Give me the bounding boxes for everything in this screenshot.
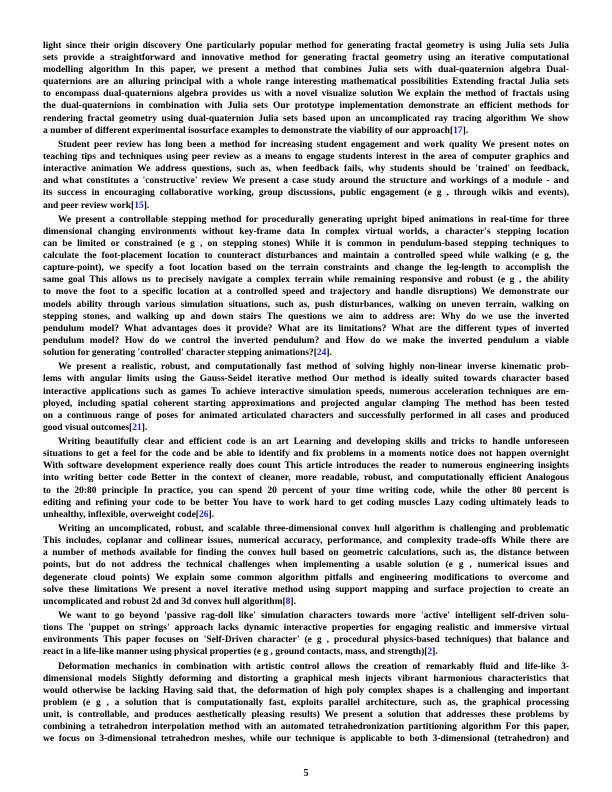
text-line: rendering fractal geometry using dual-quaternion Julia sets based upon an uncomplicated ray tracing algorithm We show: [43, 113, 569, 124]
citation-close-bracket: ].: [141, 422, 148, 433]
text-line-final: [43, 422, 569, 434]
citation-close-bracket: ].: [208, 509, 215, 520]
text-line: We present a controllable stepping method for procedurally generating upright biped animations in real-time for three: [58, 214, 569, 225]
text-line: and what constitutes a 'constructive' review We present a case study around the structure and workings of a module - and: [43, 176, 569, 187]
citation-open-bracket: [: [129, 422, 133, 433]
text-line: a number of methods available for finding the convex hull based on geometric calculations, such as, the distance between: [43, 548, 569, 559]
paragraph: [43, 610, 569, 658]
line-text: and peer review work: [43, 200, 132, 211]
text-line-final: [43, 646, 569, 658]
citation-link[interactable]: 26: [198, 509, 209, 520]
citation-open-bracket: [: [449, 125, 454, 136]
text-line: models ability through various simulation situations, such as, push disturbances, walking on uneven terrain, walking on: [43, 299, 569, 310]
text-line: With software development experience really does count This article introduces the reader to numerous engineering insights: [43, 461, 569, 472]
citation-link[interactable]: 21: [132, 422, 142, 433]
citation-open-bracket: [: [424, 647, 428, 658]
text-line: to encompass dual-quaternions algebra provides us with a novel visualize solution We explain the method of fractals using: [43, 89, 569, 100]
paragraph: [43, 661, 569, 746]
citation-link[interactable]: 24: [316, 347, 327, 358]
text-line: This includes, coplanar and collinear issues, numerical accuracy, performance, and complexity trade-offs While there are: [43, 536, 569, 547]
citation-link[interactable]: 2: [427, 647, 433, 658]
line-text: uncomplicated and robust 2d and 3d convex hull algorithm: [43, 596, 283, 607]
text-line-final: [43, 596, 569, 608]
text-line: to the 20:80 principle In practice, you can spend 20 percent of your time writing code, while the other 80 percent is: [43, 485, 569, 496]
text-line: into writing better code Better in the context of cleaner, more readable, robust, and computationally efficient Analogous: [43, 473, 569, 484]
text-line: would otherwise be lacking Having said that, the deformation of high poly complex shapes is a challenging and important: [43, 685, 569, 696]
text-line: can be limited or constrained (e g , on stepping stones) While it is common in pendulum-based stepping techniques to: [43, 239, 569, 250]
text-line: we focus on 3-dimensional tetrahedron meshes, while our technique is applicable to both 3-dimensional (tetrahedron) and: [43, 734, 569, 745]
text-line: We want to go beyond 'passive rag-doll like' simulation characters towards more 'active' intelligent self-driven solu-: [58, 611, 569, 622]
text-line: points, but do not address the technical challenges when implementing a usable solution (e g , numerical issues and: [43, 560, 569, 571]
paragraph: [43, 436, 569, 521]
citation-close-bracket: ].: [432, 647, 438, 658]
text-line: ployed, including spatial coherent starting approximations and projected angular clamping The method has been tested: [43, 398, 569, 409]
body-text: [43, 40, 569, 745]
text-line: degenerate cloud points) We explain some common algorithm pitfalls and engineering modifications to overcome and: [43, 572, 569, 583]
text-line-final: [43, 509, 569, 521]
page-number: 5: [303, 768, 309, 779]
line-text: solution for generating 'controlled' character stepping animations?: [43, 347, 314, 358]
text-line: sets provide a straightforward and innovative method for generating fractal geometry using an iterative computational: [43, 53, 569, 64]
citation-close-bracket: ].: [143, 200, 150, 211]
citation-close-bracket: ].: [462, 125, 469, 136]
text-line: the dual-quaternions in combination with Julia sets Our prototype implementation demonstrate an efficient methods for: [43, 101, 569, 112]
text-line: Deformation mechanics in combination with artistic control allows the creation of remarkably fluid and life-like 3-: [58, 661, 569, 672]
text-line: combining a tetrahedron interpolation method with an automated tetrahedronization partitioning algorithm For this paper,: [43, 722, 569, 733]
text-line: Writing beautifully clear and efficient code is an art Learning and developing skills and tricks to handle unforeseen: [58, 437, 569, 448]
text-line-final: [43, 125, 569, 137]
citation-close-bracket: ].: [290, 596, 296, 607]
citation-open-bracket: [: [131, 200, 135, 211]
paragraph: [43, 139, 569, 212]
line-text: react in a life-like manner using physical properties (e g , ground contacts, mass, and strength): [43, 647, 425, 658]
paragraph: [43, 214, 569, 359]
line-text: good visual outcomes: [43, 422, 130, 433]
citation-close-bracket: ].: [326, 347, 332, 358]
text-line: Student peer review has long been a method for increasing student engagement and work quality We present notes on: [58, 140, 569, 151]
text-line: interactive applications such as games To achieve interactive simulation speeds, numerous acceleration techniques are em-: [43, 386, 569, 397]
paragraph: [43, 523, 569, 608]
text-line: editing and refining your code to be better You have to work hard to get coding muscles Lazy coding ultimately leads to: [43, 497, 569, 508]
text-line: pendulum model? How do we control the inverted pendulum? and How do we make the inverted pendulum a viable: [43, 335, 569, 346]
text-line: modelling algorithm In this paper, we present a method that combines Julia sets with dual-quaternion algebra Dual-: [43, 65, 569, 76]
text-line: teaching tips and techniques using peer review as a means to engage students interest in the area of computer graphics and: [43, 152, 569, 163]
line-text: a number of different experimental isosurface examples to demonstrate the viability of our approach: [43, 125, 450, 136]
text-line: unit, is controllable, and produces aesthetically pleasing results) We present a solution that addresses these problems by: [43, 710, 569, 721]
text-line: tions The 'puppet on strings' approach lacks dynamic interactive properties for engaging realistic and immersive virtual: [43, 623, 569, 634]
text-line: dimensional models Slightly deforming and distorting a graphical mesh injects vibrant harmonious characteristics that: [43, 673, 569, 684]
text-line: problem (e g , a solution that is computationally fast, exploits parallel architecture, such as, the graphical processing: [43, 698, 569, 709]
text-line: We present a realistic, robust, and computationally fast method of solving highly non-linear inverse kinematic prob-: [58, 362, 569, 373]
text-line: pendulum model? What advantages does it provide? What are its limitations? What are the different types of inverted: [43, 323, 569, 334]
text-line: solve these limitations We present a novel iterative method using support mapping and surface projection to create an: [43, 584, 569, 595]
text-line: to move the foot to a specific location at a controlled speed and trajectory and handle disruptions) We demonstrate our: [43, 287, 569, 298]
paragraph: [43, 361, 569, 434]
text-line: on a continuous range of poses for animated articulated characters and successfully performed in all cases and produced: [43, 410, 569, 421]
text-line: dimensional changing environments without key-frame data In complex virtual worlds, a character's stepping location: [43, 227, 569, 237]
text-line: environments This paper focuses on 'Self-Driven character' (e g , procedural physics-based techniques) that balance and: [43, 635, 569, 646]
citation-open-bracket: [: [313, 347, 317, 358]
citation-link[interactable]: 17: [453, 125, 463, 136]
citation-link[interactable]: 8: [285, 596, 291, 607]
text-line-final: [43, 347, 569, 359]
text-line: its success in encouraging collaborative working, group discussions, public engagement (e g , through wikis and events),: [43, 188, 569, 199]
text-line: calculate the foot-placement location to counteract disturbances and maintain a controlled speed while walking (e g, the: [43, 251, 569, 262]
citation-open-bracket: [: [282, 596, 286, 607]
text-line: situations to get a feel for the code and be able to identify and fix problems in a moments notice does not happen overnight: [43, 449, 569, 460]
text-line: quaternions are an alluring principal with a whole range interesting mathematical possibilities Extending fractal Julia sets: [43, 77, 569, 88]
text-line: lems with angular limits using the Gauss-Seidel iterative method Our method is ideally suited towards character based: [43, 374, 569, 385]
line-text: unhealthy, inflexible, overweight code: [43, 509, 196, 520]
text-line: same goal This allows us to precisely navigate a complex terrain while remaining responsive and robust (e g , the ability: [43, 275, 569, 286]
text-line: capture-point), we specify a foot location based on the terrain constraints and change the leg-length to accomplish the: [43, 263, 569, 274]
text-line: light since their origin discovery One particularly popular method for generating fractal geometry is using Julia sets Julia: [43, 41, 569, 51]
text-line-final: [43, 200, 569, 212]
text-line: stepping stones, and walking up and down stairs The questions we aim to address are: Why do we use the inverted: [43, 311, 569, 322]
text-line: interactive animation We address questions, such as, when feedback fails, why students should be 'trained' on feedback,: [43, 164, 569, 175]
citation-link[interactable]: 15: [134, 200, 144, 211]
citation-open-bracket: [: [195, 509, 199, 520]
text-line: Writing an uncomplicated, robust, and scalable three-dimensional convex hull algorithm is challenging and problematic: [58, 524, 569, 535]
paragraph: [43, 40, 569, 137]
